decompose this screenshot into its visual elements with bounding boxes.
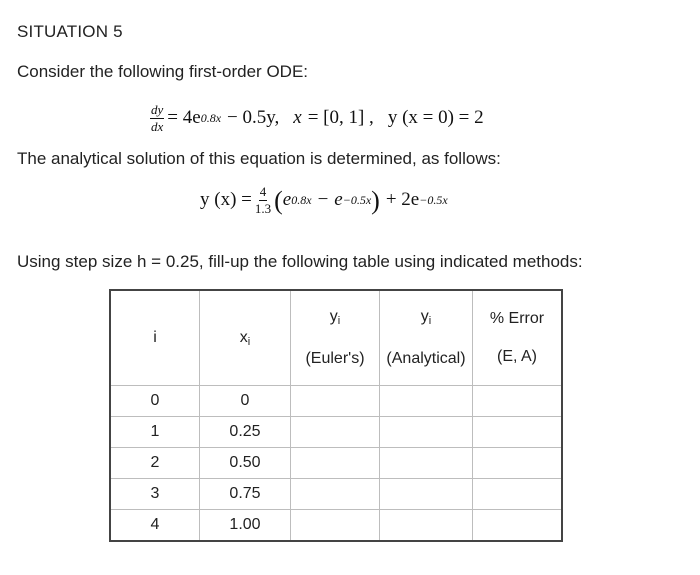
ode-equation [147, 96, 484, 140]
solution-lhs: y (x) = [200, 189, 252, 210]
term1-base: e [282, 189, 292, 210]
cell-y-analytical[interactable] [380, 448, 473, 479]
table-row [110, 479, 562, 510]
header-i: i [110, 290, 200, 386]
instruction-text: Using step size h = 0.25, fill-up the following table using indicated methods: [17, 252, 583, 271]
header-error: % Error (E, A) [473, 290, 563, 386]
ode-initial-condition: y (x = 0) = 2 [387, 107, 484, 128]
coefficient-denominator: 1.3 [254, 200, 272, 216]
results-table [109, 289, 563, 542]
cell-y-euler[interactable] [291, 510, 380, 542]
minus-sign: − [317, 189, 329, 210]
term1-exponent: 0.8x [291, 193, 312, 207]
ode-domain-interval: = [0, 1] , [307, 107, 374, 128]
plus-term: + 2e [385, 189, 420, 210]
term2-base: e [334, 189, 343, 210]
cell-x: 1.00 [200, 510, 291, 542]
cell-x: 0.75 [200, 479, 291, 510]
ode-rhs-exponent: 0.8x [200, 111, 222, 125]
header-y-euler: $y_i$ (Euler's) [291, 290, 380, 386]
section-heading: SITUATION 5 [17, 22, 123, 41]
cell-error[interactable] [473, 417, 563, 448]
header-x: $x_i$ [200, 290, 291, 386]
table-row [110, 510, 562, 542]
plus-term-exponent: −0.5x [419, 193, 448, 207]
ode-domain-variable: x [293, 107, 302, 128]
table-row [110, 417, 562, 448]
cell-y-analytical[interactable] [380, 510, 473, 542]
cell-x: 0.50 [200, 448, 291, 479]
cell-i: 4 [110, 510, 200, 542]
cell-y-analytical[interactable] [380, 386, 473, 417]
cell-y-euler[interactable] [291, 479, 380, 510]
ode-rhs-prefix: = 4e [167, 107, 201, 128]
derivative-fraction [150, 103, 164, 133]
ode-rhs-rest: − 0.5y, [227, 107, 280, 128]
table-row [110, 386, 562, 417]
solution-coefficient-fraction [255, 185, 271, 215]
cell-error[interactable] [473, 386, 563, 417]
cell-i: 3 [110, 479, 200, 510]
cell-y-euler[interactable] [291, 448, 380, 479]
cell-x: 0 [200, 386, 291, 417]
solution-intro-text: The analytical solution of this equation is determined, as follows: [17, 149, 501, 168]
cell-i: 1 [110, 417, 200, 448]
cell-i: 0 [110, 386, 200, 417]
cell-error[interactable] [473, 479, 563, 510]
table-row [110, 448, 562, 479]
intro-text: Consider the following first-order ODE: [17, 62, 309, 81]
cell-y-analytical[interactable] [380, 479, 473, 510]
cell-i: 2 [110, 448, 200, 479]
derivative-denominator: dx [151, 118, 164, 134]
cell-y-euler[interactable] [291, 417, 380, 448]
header-y-analytical: $y_i$ (Analytical) [380, 290, 473, 386]
cell-error[interactable] [473, 510, 563, 542]
cell-y-euler[interactable] [291, 386, 380, 417]
analytical-solution-equation: y (x) = $\frac{4}{1.3}$ ( e 0.8x − e −0.5x ) + 2e −0.5x [200, 183, 448, 216]
cell-y-analytical[interactable] [380, 417, 473, 448]
cell-x: 0.25 [200, 417, 291, 448]
term2-exponent: −0.5x [342, 193, 372, 207]
table-header-row [110, 290, 562, 386]
coefficient-numerator: 4 [259, 183, 267, 199]
cell-error[interactable] [473, 448, 563, 479]
derivative-numerator: dy [151, 101, 164, 117]
